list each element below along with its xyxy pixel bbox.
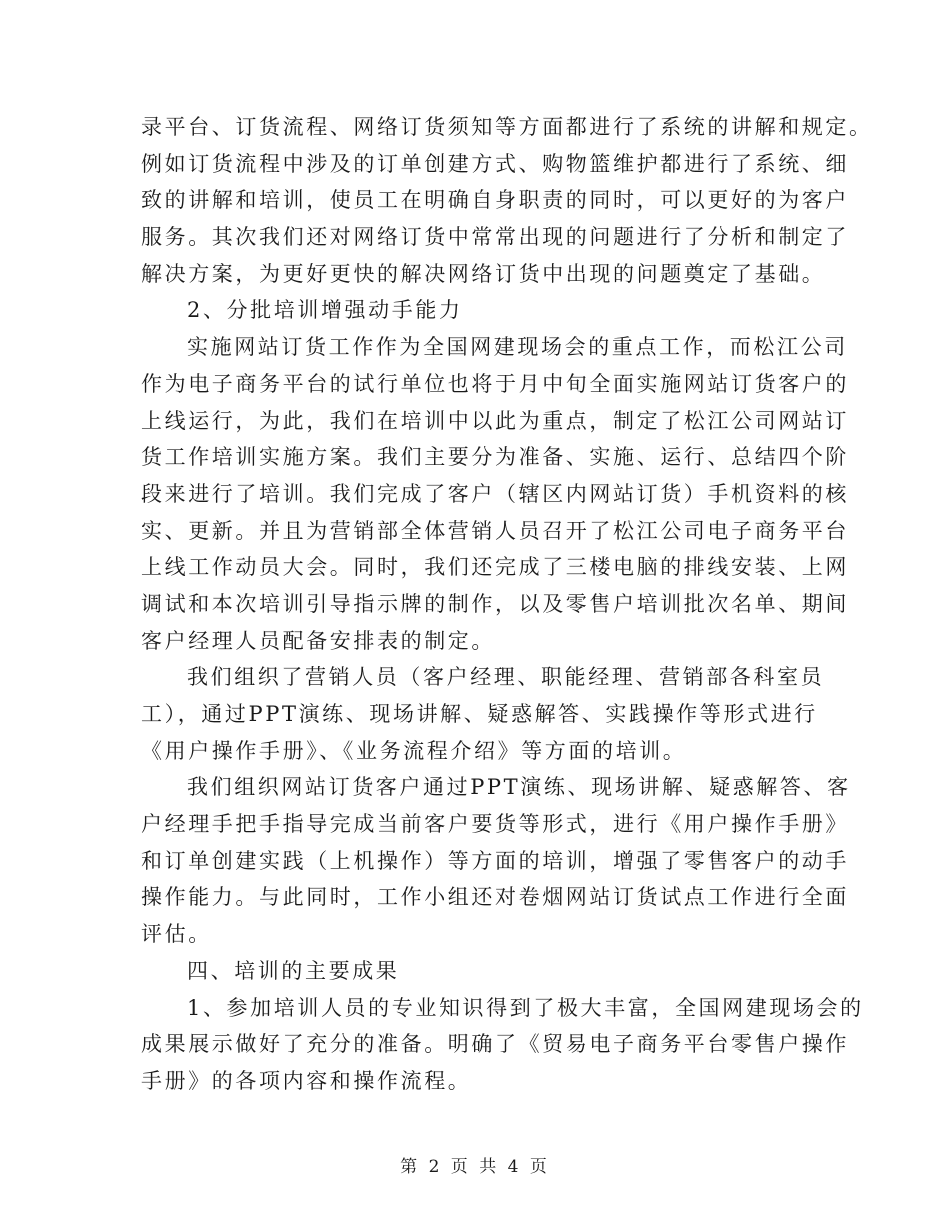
text-line: 工），通过PPT演练、现场讲解、疑惑解答、实践操作等形式进行: [141, 702, 818, 726]
text-line: 货工作培训实施方案。我们主要分为准备、实施、运行、总结四个阶: [141, 445, 849, 470]
text-line: 作为电子商务平台的试行单位也将于月中旬全面实施网站订货客户的: [141, 371, 849, 396]
text-line: 上线运行，为此，我们在培训中以此为重点，制定了松江公司网站订: [141, 408, 849, 433]
text-line: 1、参加培训人员的专业知识得到了极大丰富，全国网建现场会的: [187, 995, 864, 1020]
text-line: 段来进行了培训。我们完成了客户（辖区内网站订货）手机资料的核: [141, 481, 849, 506]
text-line: 服务。其次我们还对网络订货中常常出现的问题进行了分析和制定了: [141, 225, 849, 250]
text-line: 解决方案，为更好更快的解决网络订货中出现的问题奠定了基础。: [141, 261, 826, 286]
page-number-footer: 第 2 页 共 4 页: [400, 1157, 550, 1177]
text-line: 我们组织网站订货客户通过PPT演练、现场讲解、疑惑解答、客: [187, 775, 851, 800]
text-line: 实、更新。并且为营销部全体营销人员召开了松江公司电子商务平台: [141, 518, 849, 543]
section-heading: 2、分批培训增强动手能力: [187, 298, 463, 323]
section-heading: 四、培训的主要成果: [187, 958, 400, 983]
text-line: 例如订货流程中涉及的订单创建方式、购物篮维护都进行了系统、细: [141, 151, 849, 176]
text-line: 致的讲解和培训，使员工在明确自身职责的同时，可以更好的为客户: [141, 188, 849, 213]
text-line: 上线工作动员大会。同时，我们还完成了三楼电脑的排线安装、上网: [141, 555, 849, 580]
text-line: 和订单创建实践（上机操作）等方面的培训，增强了零售客户的动手: [141, 848, 849, 873]
text-line: 成果展示做好了充分的准备。明确了《贸易电子商务平台零售户操作: [141, 1032, 849, 1057]
text-line: 调试和本次培训引导指示牌的制作，以及零售户培训批次名单、期间: [141, 591, 849, 616]
text-line: 评估。: [141, 922, 212, 947]
text-line: 手册》的各项内容和操作流程。: [141, 1068, 472, 1093]
text-line: 户经理手把手指导完成当前客户要货等形式，进行《用户操作手册》: [141, 812, 849, 837]
text-line: 客户经理人员配备安排表的制定。: [141, 628, 495, 653]
text-line: 我们组织了营销人员（客户经理、职能经理、营销部各科室员: [187, 665, 825, 690]
text-line: 实施网站订货工作作为全国网建现场会的重点工作，而松江公司: [187, 335, 848, 360]
text-line: 操作能力。与此同时，工作小组还对卷烟网站订货试点工作进行全面: [141, 885, 849, 910]
document-body: [141, 109, 873, 1100]
text-line: 录平台、订货流程、网络订货须知等方面都进行了系统的讲解和规定。: [141, 115, 873, 139]
text-line: 《用户操作手册》、《业务流程介绍》等方面的培训。: [141, 738, 687, 763]
